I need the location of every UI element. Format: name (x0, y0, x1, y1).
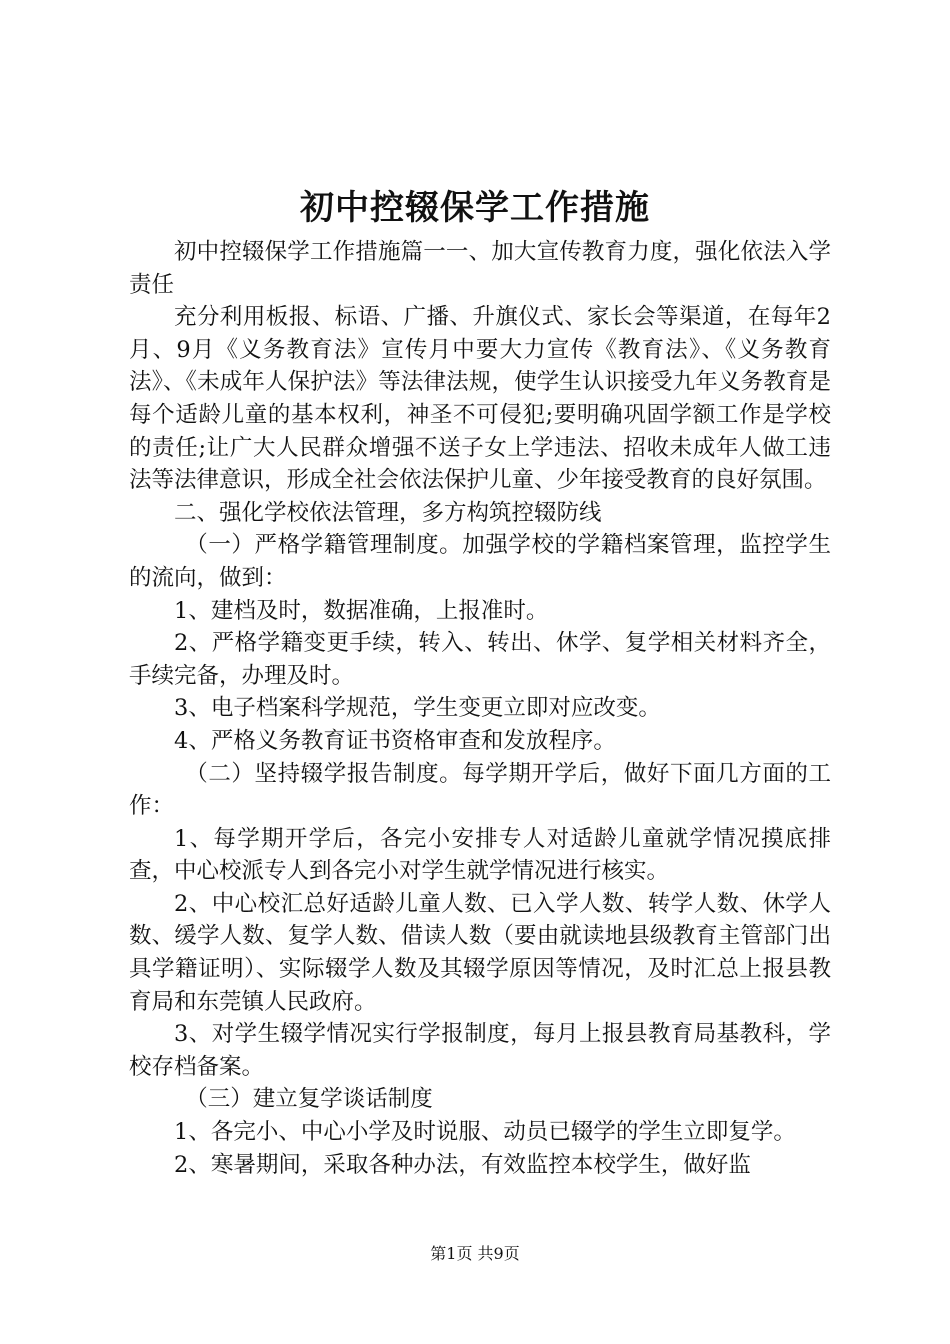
paragraph-item: 1、各完小、中心小学及时说服、动员已辍学的学生立即复学。 (174, 1119, 796, 1146)
paragraph-intro: 初中控辍保学工作措施篇一一、加大宣传教育力度，强化依法入学责任 (129, 239, 831, 298)
paragraph-section-two-heading: 二、强化学校依法管理，多方构筑控辍防线 (174, 499, 602, 526)
paragraph-item: 3、对学生辍学情况实行学报制度，每月上报县教育局基教科，学校存档备案。 (129, 1021, 831, 1080)
paragraph-item: 2、中心校汇总好适龄儿童人数、已入学人数、转学人数、休学人数、缓学人数、复学人数、借读人数（要由就读地县级教育主管部门出具学籍证明）、实际辍学人数及其辍学原因等情况，及时汇总上报县教育局和东莞镇人民政府。 (129, 890, 831, 1015)
paragraph-publicity: 充分利用板报、标语、广播、升旗仪式、家长会等渠道，在每年2月、9月《义务教育法》宣传月中要大力宣传《教育法》、《义务教育法》、《未成年人保护法》等法律法规，使学生认识接受九年义务教育是每个适龄儿童的基本权利，神圣不可侵犯;要明确巩固学额工作是学校的责任;让广大人民群众增强不送子女上学违法、招收未成年人做工违法等法律意识，形成全社会依法保护儿童、少年接受教育的良好氛围。 (129, 304, 831, 494)
paragraph-subsection-two: （二）坚持辍学报告制度。每学期开学后，做好下面几方面的工作： (129, 760, 831, 820)
document-body (129, 236, 831, 1181)
page-footer: 第1页 共9页 (430, 1244, 520, 1263)
document-title: 初中控辍保学工作措施 (300, 188, 650, 228)
paragraph-item: 2、寒暑期间，采取各种办法，有效监控本校学生，做好监 (174, 1151, 751, 1178)
paragraph-item: 2、严格学籍变更手续，转入、转出、休学、复学相关材料齐全，手续完备，办理及时。 (129, 630, 831, 689)
paragraph-item: 1、每学期开学后，各完小安排专人对适龄儿童就学情况摸底排查，中心校派专人到各完小对学生就学情况进行核实。 (129, 825, 831, 885)
paragraph-item: 4、严格义务教育证书资格审查和发放程序。 (174, 727, 616, 754)
paragraph-item: 1、建档及时，数据准确，上报准时。 (174, 597, 549, 624)
paragraph-subsection-three: （三）建立复学谈话制度 (185, 1086, 433, 1113)
paragraph-subsection-one: （一）严格学籍管理制度。加强学校的学籍档案管理，监控学生的流向，做到： (129, 532, 831, 591)
paragraph-item: 3、电子档案科学规范，学生变更立即对应改变。 (174, 695, 661, 722)
